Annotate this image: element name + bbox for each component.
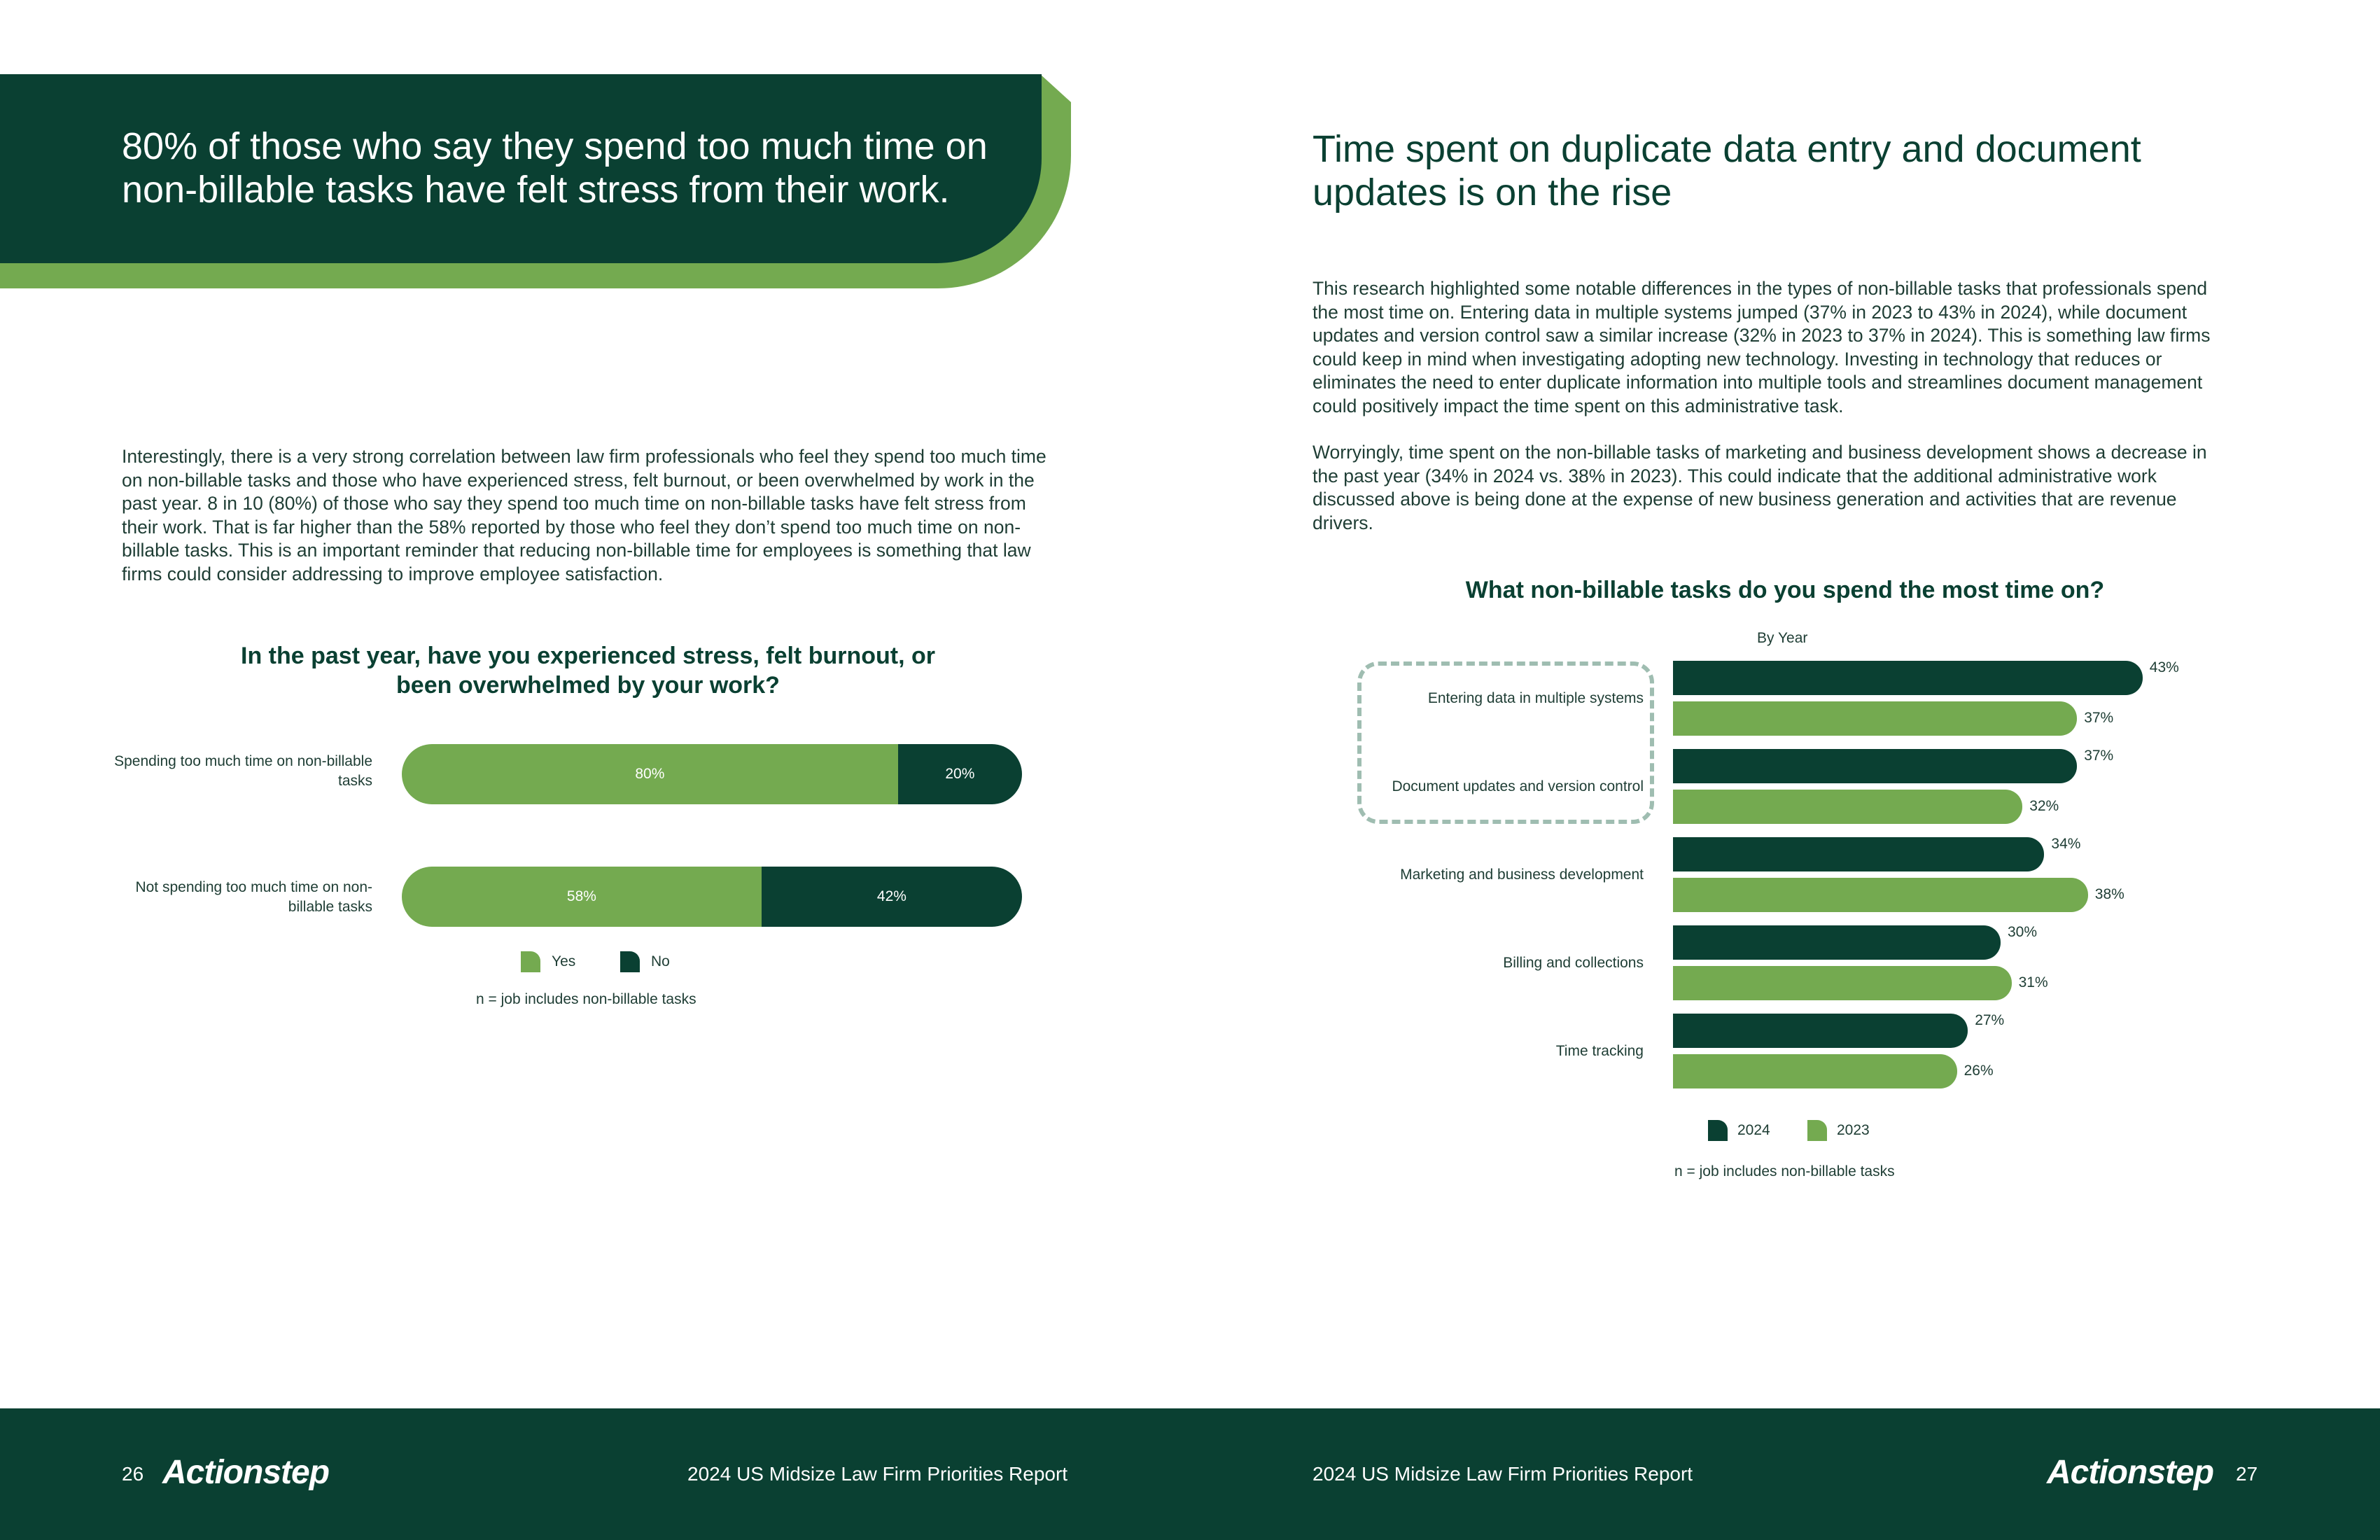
data-label: 32% (2029, 798, 2059, 814)
legend-label-2023: 2023 (1837, 1122, 1870, 1138)
bar-2024 (1673, 925, 2001, 960)
actionstep-logo-left[interactable]: Actionstep (162, 1454, 330, 1491)
left-body-paragraph: Interestingly, there is a very strong correlation between law firm professionals who feel they spend too much time on non-billable tasks and those who have experienced stress, felt burnout, or been overwhelmed by work in the past year. 8 in 10 (80%) of those who say they spend too much time on non-billable tasks have felt stress from their work. That is far higher than the 58% reported by those who feel they don’t spend too much time on non-billable tasks. This is an important reminder that reducing non-billable time for employees is something that law firms could consider addressing to improve employee satisfaction. (122, 446, 1046, 584)
data-label: 27% (1975, 1012, 2005, 1028)
right-heading: Time spent on duplicate data entry and document updates is on the rise (1312, 128, 2141, 214)
left-footnote: n = job includes non-billable tasks (476, 991, 696, 1007)
legend-label-2024: 2024 (1737, 1122, 1770, 1138)
left-chart-row-label: Not spending too much time on non-billable tasks (135, 879, 372, 915)
bar-2023 (1673, 701, 2077, 736)
page-number-left: 26 (122, 1463, 144, 1485)
legend-label-no: No (651, 953, 670, 969)
data-label: 58% (566, 888, 596, 904)
bar-2023 (1673, 1054, 1957, 1088)
footer-report-title-right: 2024 US Midsize Law Firm Priorities Report (1312, 1463, 1693, 1485)
data-label: 42% (876, 888, 906, 904)
bar-2024 (1673, 749, 2077, 783)
category-label: Document updates and version control (1392, 778, 1644, 794)
data-label: 20% (945, 766, 975, 782)
left-chart-row-label: Spending too much time on non-billable tasks (114, 753, 372, 789)
footer-report-title-left: 2024 US Midsize Law Firm Priorities Report (687, 1463, 1068, 1485)
category-label: Entering data in multiple systems (1427, 690, 1644, 706)
data-label: 80% (635, 766, 665, 782)
callout-text: 80% of those who say they spend too much time on non-billable tasks have felt stress from their work. (122, 125, 988, 211)
bar-2024 (1673, 1014, 1968, 1048)
left-chart-title: In the past year, have you experienced stress, felt burnout, or been overwhelmed by your work? (241, 643, 935, 699)
bar-2024 (1673, 837, 2044, 872)
right-footnote: n = job includes non-billable tasks (1674, 1163, 1895, 1180)
legend-swatch-2024 (1708, 1120, 1728, 1141)
right-chart-subtitle: By Year (1757, 630, 1808, 646)
legend-label-yes: Yes (552, 953, 576, 969)
bar-2023 (1673, 878, 2088, 912)
bar-2023 (1673, 966, 2012, 1000)
right-chart-title: What non-billable tasks do you spend the most time on? (1465, 577, 2105, 603)
data-label: 31% (2018, 974, 2048, 990)
right-body-paragraph-1: This research highlighted some notable differences in the types of non-billable tasks that professionals spend the most time on. Entering data in multiple systems jumped (37% in 2023 to 43% in 2024), while document updates and version control saw a similar increase (32% in 2023 to 37% in 2024). This is something law firms could keep in mind when investigating adopting new technology. Investing in technology that reduces or eliminates the need to enter duplicate information into multiple tools and streamlines document management could positively impact the time spent on this administrative task. (1312, 278, 2211, 416)
category-label: Time tracking (1555, 1043, 1644, 1059)
data-label: 26% (1963, 1063, 1994, 1079)
data-label: 38% (2094, 886, 2124, 902)
legend-swatch-2023 (1807, 1120, 1827, 1141)
category-label: Billing and collections (1503, 955, 1644, 971)
bar-2024 (1673, 661, 2143, 695)
right-body-paragraph-2: Worryingly, time spent on the non-billable tasks of marketing and business development shows a decrease in the past year (34% in 2024 vs. 38% in 2023). This could indicate that the additional administrative work discussed above is being done at the expense of new business generation and activities that are revenue drivers. (1312, 442, 2207, 533)
footer-band (0, 1408, 2380, 1540)
data-label: 37% (2084, 710, 2114, 726)
data-label: 37% (2084, 748, 2114, 764)
page-number-right: 27 (2236, 1463, 2258, 1485)
actionstep-logo-right[interactable]: Actionstep (2047, 1454, 2214, 1491)
data-label: 43% (2149, 659, 2179, 676)
bar-2023 (1673, 790, 2022, 824)
data-label: 34% (2051, 836, 2081, 852)
data-label: 30% (2008, 924, 2038, 940)
category-label: Marketing and business development (1400, 867, 1644, 883)
